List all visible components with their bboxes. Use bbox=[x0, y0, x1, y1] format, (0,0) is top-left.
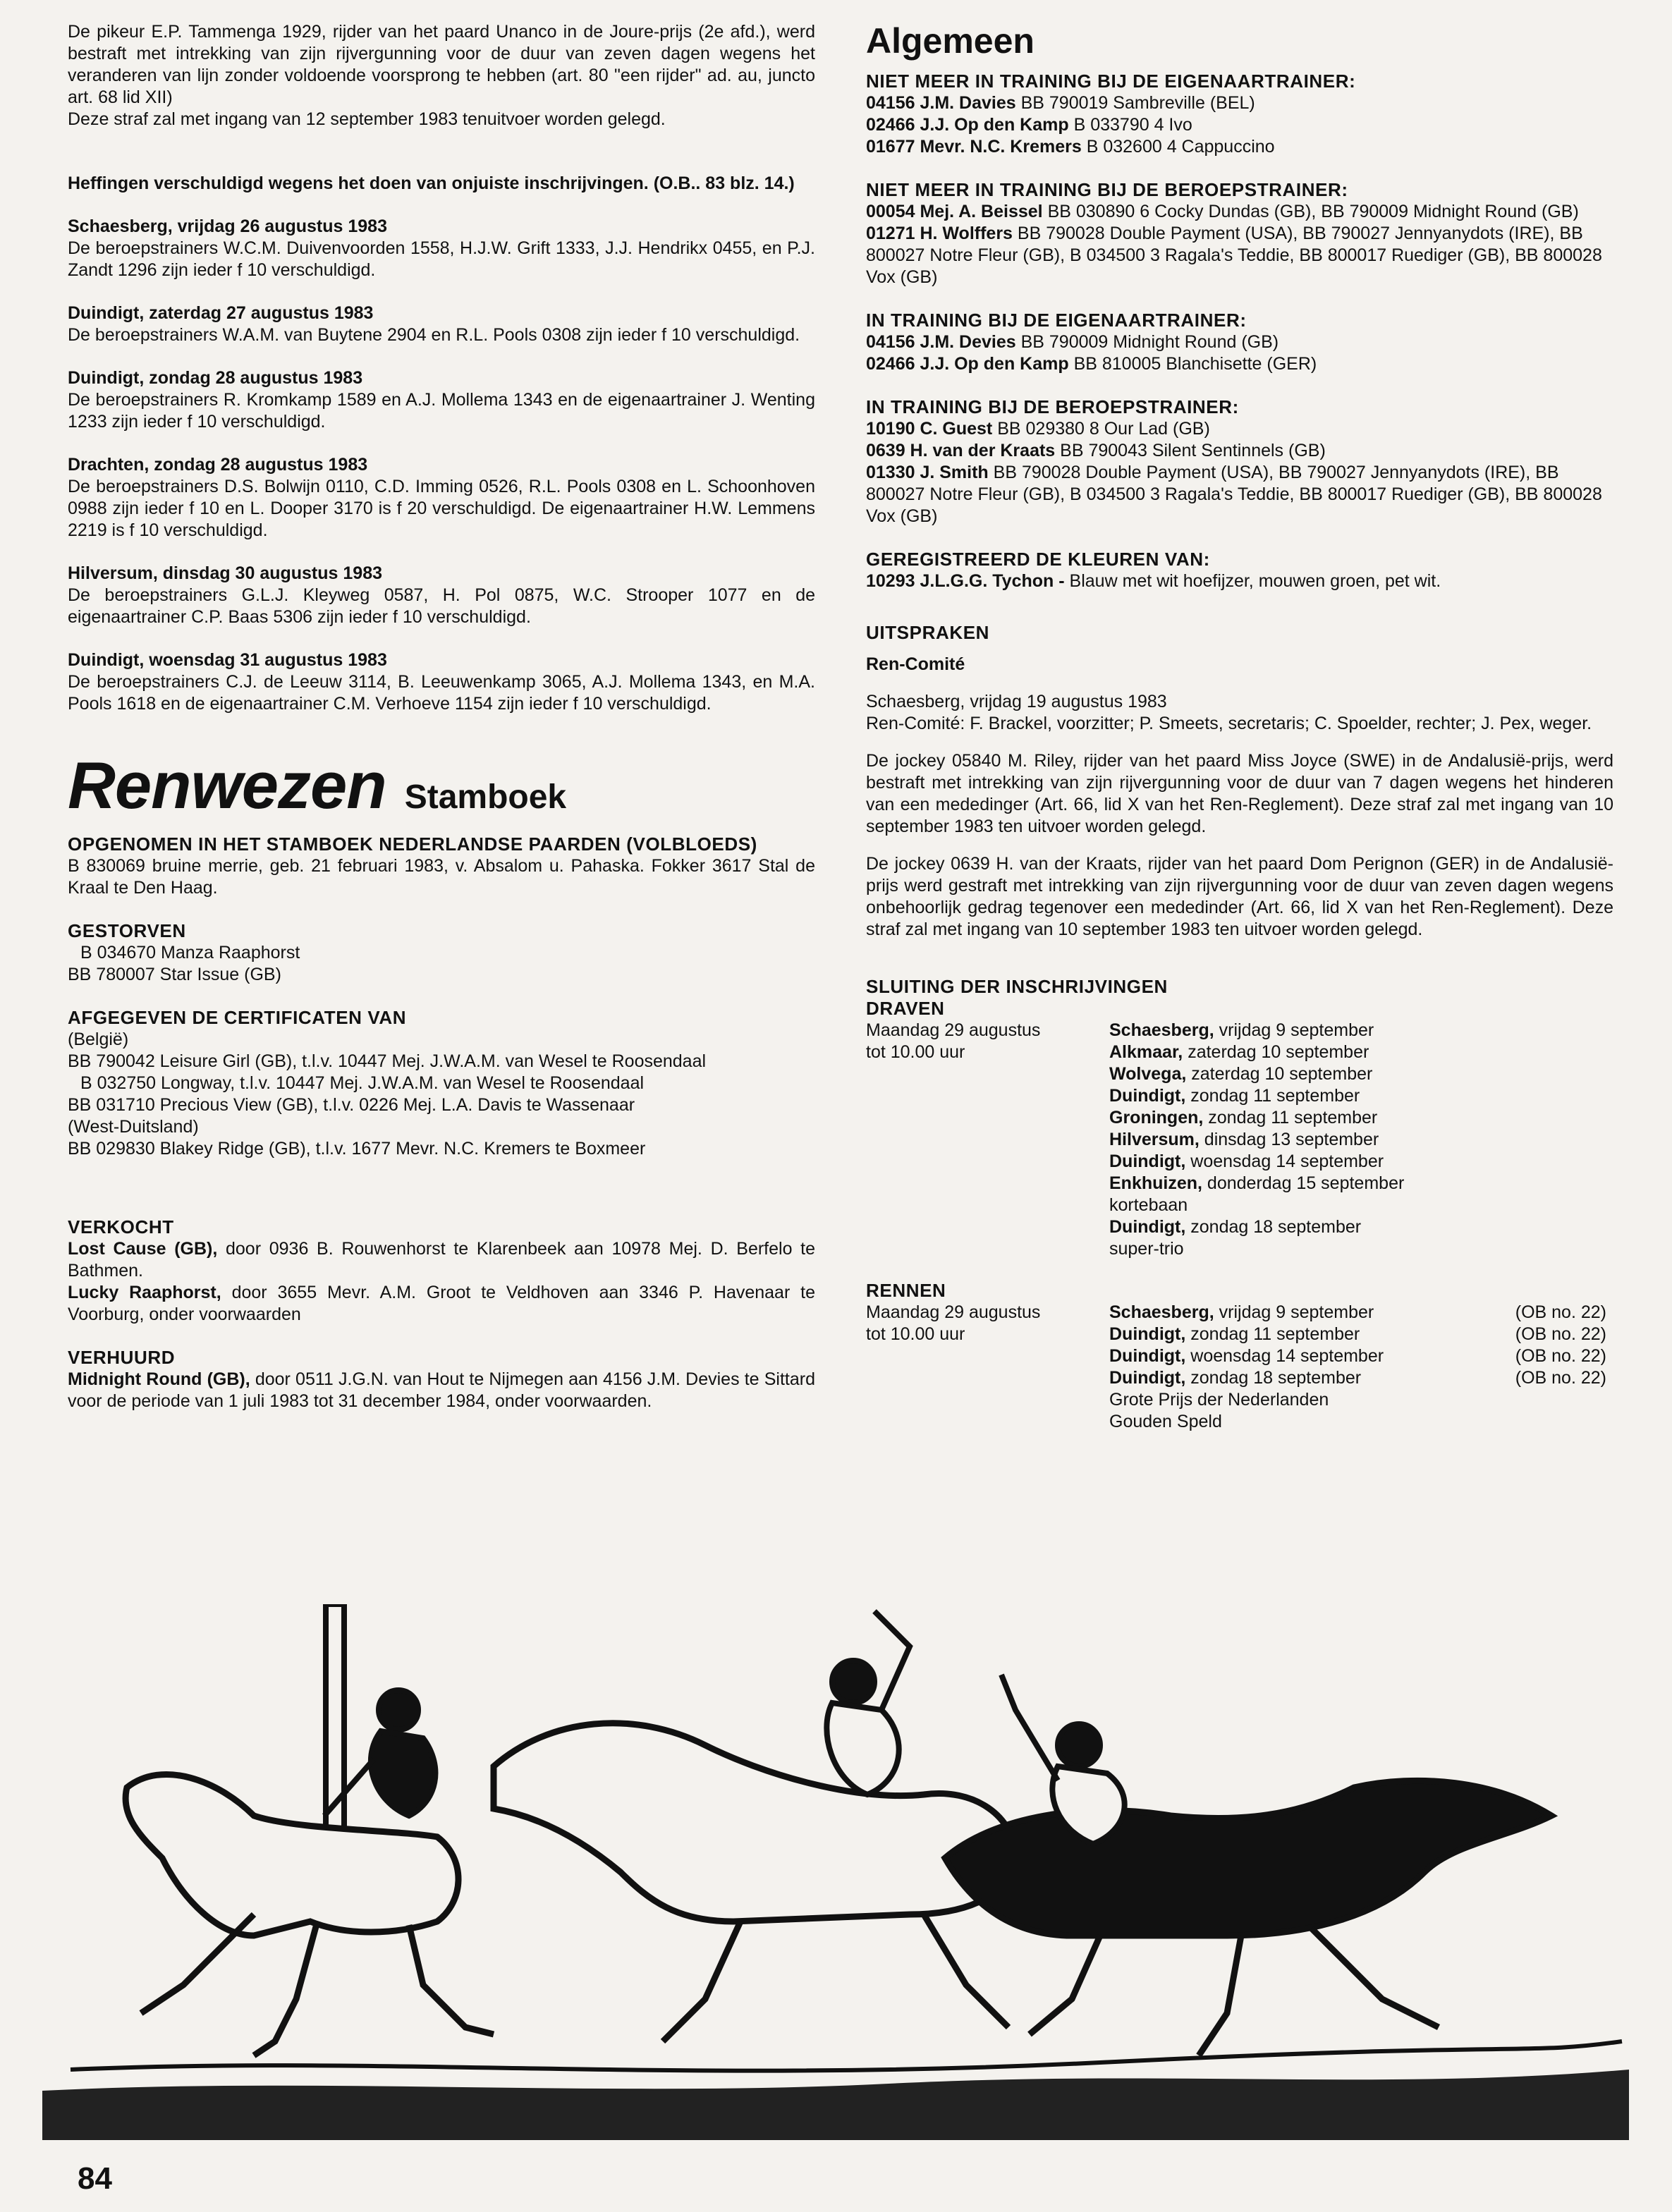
heffing-entry bbox=[68, 563, 815, 628]
rennen-schedule bbox=[866, 1302, 1613, 1433]
certificaten-section bbox=[68, 1007, 815, 1160]
certificaten-item: BB 029830 Blakey Ridge (GB), t.l.v. 1677 Mevr. N.C. Kremers te Boxmeer bbox=[68, 1139, 646, 1159]
draven-row: Duindigt, woensdag 14 september bbox=[1109, 1151, 1384, 1171]
certificaten-heading: AFGEGEVEN DE CERTIFICATEN VAN bbox=[68, 1007, 407, 1028]
draven-row: Schaesberg, vrijdag 9 september bbox=[1109, 1020, 1374, 1040]
verhuurd-section bbox=[68, 1347, 815, 1412]
heffing-title: Duindigt, zondag 28 augustus 1983 bbox=[68, 368, 363, 388]
training-item: 02466 J.J. Op den Kamp B 033790 4 Ivo bbox=[866, 115, 1192, 135]
heffing-text: De beroepstrainers C.J. de Leeuw 3114, B. Leeuwenkamp 3065, A.J. Mollema 1343, en M.A. Pools 1618 en de eigenaartrainer C.M. Verhoeve 1154 zijn ieder f 10 verschuldigd. bbox=[68, 672, 815, 714]
uitspraak-paragraph: De jockey 0639 H. van der Kraats, rijder van het paard Dom Perignon (GER) in de Andalusië-prijs werd gestraft met intrekking van zijn rijvergunning voor de duur van zeven dagen wegens onbehoorlijk gedrag tegenover een mededinder (Art. 66, lid X van het Ren-Reglement). Deze straf zal met ingang van 10 september 1983 ten uitvoer worden gelegd. bbox=[866, 854, 1613, 939]
rencomite-date: Schaesberg, vrijdag 19 augustus 1983 bbox=[866, 692, 1167, 711]
training-item: 01271 H. Wolffers BB 790028 Double Payment (USA), BB 790027 Jennyanydots (IRE), BB 800027 Notre Fleur (GB), B 034500 3 Ragala's Teddie, BB 800017 Ruediger (GB), BB 800028 Vox (GB) bbox=[866, 224, 1602, 287]
draven-heading: DRAVEN bbox=[866, 998, 945, 1019]
draven-row: Duindigt, zondag 11 september bbox=[1109, 1086, 1360, 1106]
certificaten-item: (West-Duitsland) bbox=[68, 1117, 199, 1137]
rennen-note: (OB no. 22) bbox=[1515, 1324, 1606, 1344]
rennen-list bbox=[1109, 1302, 1613, 1433]
heffingen-list bbox=[68, 216, 815, 715]
rencomite-members: Ren-Comité: F. Brackel, voorzitter; P. Smeets, secretaris; C. Spoelder, rechter; J. Pex, weger. bbox=[866, 714, 1592, 733]
training-heading: IN TRAINING BIJ DE EIGENAARTRAINER: bbox=[866, 310, 1247, 331]
right-column bbox=[866, 21, 1613, 1433]
jockey-middle bbox=[826, 1611, 910, 1795]
heffing-entry bbox=[68, 303, 815, 346]
draven-row: Enkhuizen, donderdag 15 september bbox=[1109, 1173, 1405, 1193]
training-item: 04156 J.M. Devies BB 790009 Midnight Round (GB) bbox=[866, 332, 1279, 352]
training-heading: NIET MEER IN TRAINING BIJ DE BEROEPSTRAINER: bbox=[866, 179, 1348, 200]
training-section bbox=[866, 396, 1613, 527]
training-item: 0639 H. van der Kraats BB 790043 Silent Sentinnels (GB) bbox=[866, 441, 1326, 460]
rennen-note: (OB no. 22) bbox=[1515, 1346, 1606, 1366]
draven-row: Wolvega, zaterdag 10 september bbox=[1109, 1064, 1373, 1084]
renwezen-title: Renwezen bbox=[68, 748, 386, 822]
rennen-deadline: Maandag 29 augustus tot 10.00 uur bbox=[866, 1302, 1041, 1344]
draven-extra: super-trio bbox=[1109, 1239, 1184, 1259]
training-item: 01330 J. Smith BB 790028 Double Payment (USA), BB 790027 Jennyanydots (IRE), BB 800027 Notre Fleur (GB), B 034500 3 Ragala's Teddie, BB 800017 Ruediger (GB), BB 800028 Vox (GB) bbox=[866, 463, 1602, 526]
training-item: 04156 J.M. Davies BB 790019 Sambreville (BEL) bbox=[866, 93, 1255, 113]
heffing-entry bbox=[68, 216, 815, 281]
opgenomen-section bbox=[68, 833, 815, 899]
rennen-heading: RENNEN bbox=[866, 1280, 946, 1301]
gestorven-item: B 034670 Manza Raaphorst bbox=[80, 943, 300, 963]
training-item: 10293 J.L.G.G. Tychon - Blauw met wit hoefijzer, mouwen groen, pet wit. bbox=[866, 571, 1441, 591]
training-section bbox=[866, 549, 1613, 592]
certificaten-item: (België) bbox=[68, 1029, 129, 1049]
heffing-text: De beroepstrainers R. Kromkamp 1589 en A.J. Mollema 1343 en de eigenaartrainer J. Wenting 1233 zijn ieder f 10 verschuldigd. bbox=[68, 390, 815, 432]
heffing-text: De beroepstrainers D.S. Bolwijn 0110, C.D. Imming 0526, R.L. Pools 0308 en L. Schoonhoven 0988 zijn ieder f 10 en L. Dooper 3170 is f 20 verschuldigd. De eigenaartrainer H.W. Lemmens 2219 is f 10 verschuldigd. bbox=[68, 477, 815, 540]
verkocht-item: Lost Cause (GB), door 0936 B. Rouwenhorst te Klarenbeek aan 10978 Mej. D. Berfelo te Bathmen. bbox=[68, 1239, 816, 1281]
verhuurd-heading: VERHUURD bbox=[68, 1347, 176, 1368]
heffing-title: Duindigt, zaterdag 27 augustus 1983 bbox=[68, 303, 374, 323]
intro-straf: Deze straf zal met ingang van 12 september 1983 tenuitvoer worden gelegd. bbox=[68, 109, 666, 129]
heffing-entry bbox=[68, 649, 815, 715]
training-sections bbox=[866, 71, 1613, 592]
draven-schedule bbox=[866, 1020, 1613, 1260]
heffing-entry bbox=[68, 367, 815, 433]
draven-list bbox=[1109, 1020, 1613, 1260]
intro-text: De pikeur E.P. Tammenga 1929, rijder van het paard Unanco in de Joure-prijs (2e afd.), werd bestraft met intrekking van zijn rijvergunning voor de duur van zeven dagen wegens het veranderen van lijn zonder voldoende voorsprong te hebben (art. 80 "een rijder" ad. au, juncto art. 68 lid XII) bbox=[68, 22, 815, 107]
rennen-note: (OB no. 22) bbox=[1515, 1302, 1606, 1322]
rennen-extra: Grote Prijs der Nederlanden bbox=[1109, 1390, 1329, 1410]
stamboek-subtitle: Stamboek bbox=[404, 778, 567, 816]
training-heading: GEREGISTREERD DE KLEUREN VAN: bbox=[866, 549, 1210, 570]
left-column bbox=[68, 21, 815, 1434]
rennen-note: (OB no. 22) bbox=[1515, 1368, 1606, 1388]
horse-left bbox=[126, 1774, 494, 2055]
training-heading: NIET MEER IN TRAINING BIJ DE EIGENAARTRAINER: bbox=[866, 71, 1356, 92]
draven-row: Duindigt, zondag 18 september bbox=[1109, 1217, 1362, 1237]
ground-line bbox=[71, 2041, 1622, 2071]
opgenomen-heading: OPGENOMEN IN HET STAMBOEK NEDERLANDSE PAARDEN (VOLBLOEDS) bbox=[68, 833, 757, 855]
heffing-text: De beroepstrainers W.A.M. van Buytene 2904 en R.L. Pools 0308 zijn ieder f 10 verschuldigd. bbox=[68, 325, 800, 345]
draven-row: Alkmaar, zaterdag 10 september bbox=[1109, 1042, 1369, 1062]
certificaten-item: B 032750 Longway, t.l.v. 10447 Mej. J.W.A.M. van Wesel te Roosendaal bbox=[80, 1073, 645, 1093]
heffing-title: Schaesberg, vrijdag 26 augustus 1983 bbox=[68, 216, 387, 236]
rencomite-heading: Ren-Comité bbox=[866, 654, 965, 674]
sluiting-section bbox=[866, 976, 1613, 1433]
intro-paragraph bbox=[68, 21, 815, 130]
draven-deadline: Maandag 29 augustus tot 10.00 uur bbox=[866, 1020, 1041, 1062]
heffing-title: Drachten, zondag 28 augustus 1983 bbox=[68, 455, 368, 475]
ground-shape bbox=[42, 2070, 1629, 2140]
verkocht-item: Lucky Raaphorst, door 3655 Mevr. A.M. Groot te Veldhoven aan 3346 P. Havenaar te Voorburg, onder voorwaarden bbox=[68, 1283, 815, 1324]
gestorven-item: BB 780007 Star Issue (GB) bbox=[68, 965, 281, 984]
heffingen-heading: Heffingen verschuldigd wegens het doen van onjuiste inschrijvingen. (O.B.. 83 blz. 14.) bbox=[68, 173, 795, 193]
training-heading: IN TRAINING BIJ DE BEROEPSTRAINER: bbox=[866, 396, 1239, 417]
rennen-row: Duindigt, zondag 11 september (OB no. 22) bbox=[1109, 1324, 1613, 1345]
rennen-row: Schaesberg, vrijdag 9 september (OB no. 22) bbox=[1109, 1302, 1613, 1324]
heffing-text: De beroepstrainers G.L.J. Kleyweg 0587, H. Pol 0875, W.C. Strooper 1077 en de eigenaartrainer C.P. Baas 5306 zijn ieder f 10 verschuldigd. bbox=[68, 585, 815, 627]
verkocht-heading: VERKOCHT bbox=[68, 1216, 174, 1238]
uitspraken-heading: UITSPRAKEN bbox=[866, 622, 990, 643]
training-section bbox=[866, 71, 1613, 158]
sluiting-heading: SLUITING DER INSCHRIJVINGEN bbox=[866, 976, 1168, 997]
draven-row: Groningen, zondag 11 september bbox=[1109, 1108, 1378, 1128]
certificaten-item: BB 790042 Leisure Girl (GB), t.l.v. 10447 Mej. J.W.A.M. van Wesel te Roosendaal bbox=[68, 1051, 707, 1071]
rennen-row: Duindigt, zondag 18 september (OB no. 22) bbox=[1109, 1367, 1613, 1389]
certificaten-item: BB 031710 Precious View (GB), t.l.v. 0226 Mej. L.A. Davis te Wassenaar bbox=[68, 1095, 635, 1115]
training-section bbox=[866, 310, 1613, 375]
training-item: 10190 C. Guest BB 029380 8 Our Lad (GB) bbox=[866, 419, 1210, 439]
verhuurd-item: Midnight Round (GB), door 0511 J.G.N. van Hout te Nijmegen aan 4156 J.M. Devies te Sittard voor de periode van 1 juli 1983 tot 31 december 1984, onder voorwaarden. bbox=[68, 1369, 815, 1411]
verkocht-section bbox=[68, 1216, 815, 1326]
heffing-title: Duindigt, woensdag 31 augustus 1983 bbox=[68, 650, 387, 670]
heffing-text: De beroepstrainers W.C.M. Duivenvoorden 1558, H.J.W. Grift 1333, J.J. Hendrikx 0455, en P.J. Zandt 1296 zijn ieder f 10 verschuldigd. bbox=[68, 238, 815, 280]
horse-race-illustration bbox=[42, 1604, 1629, 2140]
section-title-renwezen bbox=[68, 750, 815, 821]
horse-middle bbox=[494, 1723, 1015, 2041]
page-number: 84 bbox=[78, 2161, 112, 2196]
uitspraak-paragraph: De jockey 05840 M. Riley, rijder van het paard Miss Joyce (SWE) in de Andalusië-prijs, werd bestraft met intrekking van zijn rijvergunning voor de duur van 7 dagen wegens het hinderen van een mededinger (Art. 66, lid X van het Ren-Reglement). Deze straf zal met ingang van 10 september 1983 ten uitvoer worden gelegd. bbox=[866, 751, 1613, 836]
opgenomen-text: B 830069 bruine merrie, geb. 21 februari 1983, v. Absalom u. Pahaska. Fokker 3617 Stal de Kraal te Den Haag. bbox=[68, 856, 815, 898]
draven-row: Hilversum, dinsdag 13 september bbox=[1109, 1130, 1379, 1149]
draven-extra: kortebaan bbox=[1109, 1195, 1188, 1215]
training-item: 02466 J.J. Op den Kamp BB 810005 Blanchisette (GER) bbox=[866, 354, 1317, 374]
rennen-row: Duindigt, woensdag 14 september (OB no. 22) bbox=[1109, 1345, 1613, 1367]
heffing-title: Hilversum, dinsdag 30 augustus 1983 bbox=[68, 563, 382, 583]
rennen-extra: Gouden Speld bbox=[1109, 1412, 1222, 1431]
training-item: 00054 Mej. A. Beissel BB 030890 6 Cocky Dundas (GB), BB 790009 Midnight Round (GB) bbox=[866, 202, 1579, 221]
training-section bbox=[866, 179, 1613, 288]
heffing-entry bbox=[68, 454, 815, 542]
training-item: 01677 Mevr. N.C. Kremers B 032600 4 Cappuccino bbox=[866, 137, 1275, 157]
gestorven-heading: GESTORVEN bbox=[68, 920, 186, 941]
algemeen-title: Algemeen bbox=[866, 21, 1035, 61]
uitspraken-section bbox=[866, 622, 1613, 941]
horse-right bbox=[945, 1780, 1551, 2055]
gestorven-section bbox=[68, 920, 815, 986]
